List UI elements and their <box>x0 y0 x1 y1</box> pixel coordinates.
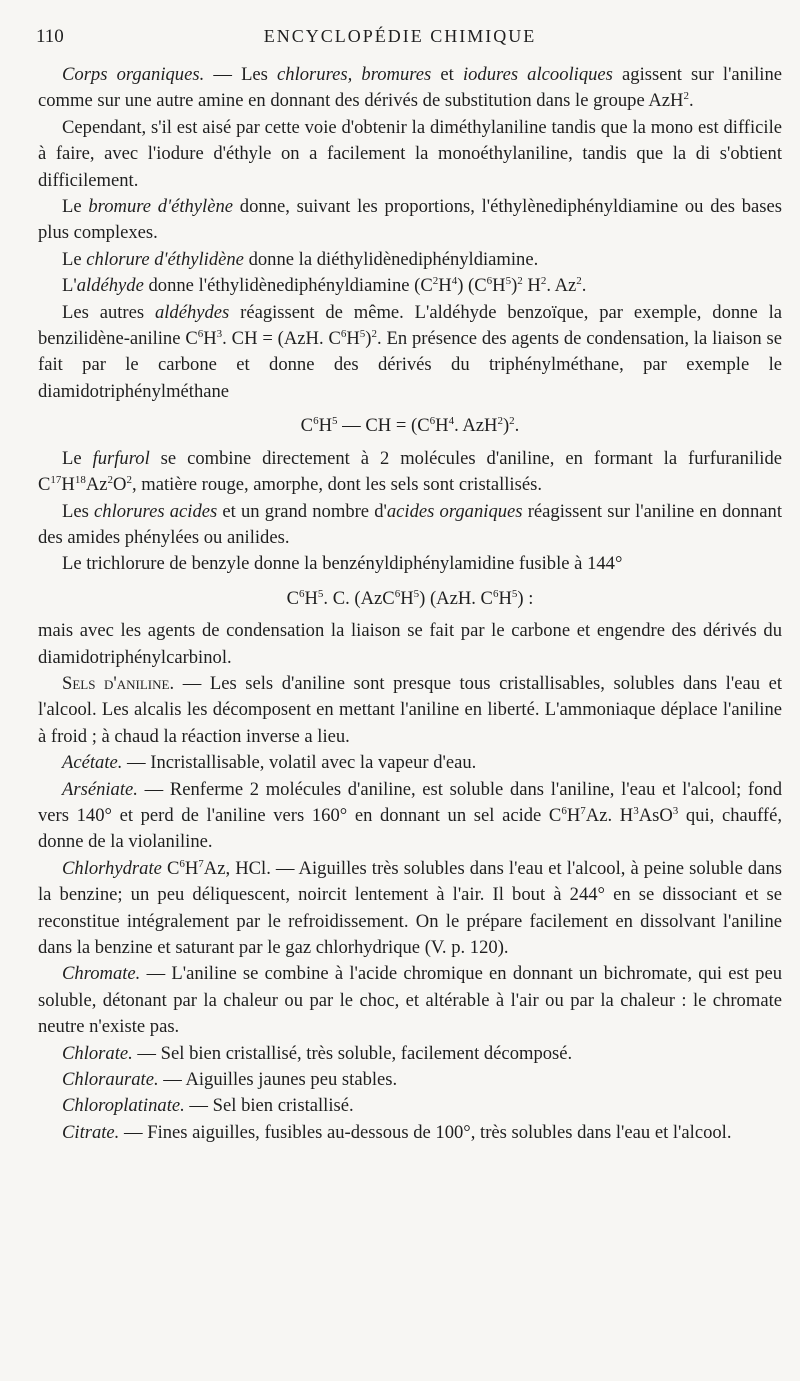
superscript: 7 <box>580 804 586 817</box>
text-run: . Az <box>546 275 577 297</box>
paragraph-chlorate <box>38 1041 782 1067</box>
text-run: ) <box>511 275 518 297</box>
formula-benzenyldiphenylamidine <box>38 586 782 612</box>
heading-chlorhydrate: Chlorhydrate <box>62 857 162 879</box>
paragraph-condensation: mais avec les agents de condensation la liaison se fait par le carbone et engendre des dérivés du diamidotriphénylcarbinol. <box>38 620 782 668</box>
text-run: donne la diéthylidènediphényldiamine. <box>243 248 539 270</box>
text-run: et un grand nombre d' <box>217 500 387 522</box>
superscript: 2 <box>576 275 582 288</box>
paragraph-benzyl-trichloride: Le trichlorure de benzyle donne la benzényldiphénylamidine fusible à 144° <box>62 553 623 575</box>
superscript: 2 <box>126 473 132 486</box>
superscript: 2 <box>107 473 114 486</box>
term-chlorure-ethylidene: chlorure d'éthylidène <box>86 248 244 270</box>
paragraph-acetate <box>38 750 782 776</box>
text-run: H <box>61 474 75 496</box>
text-run: Le <box>62 248 87 270</box>
term-chlorures-bromures: chlorures, bromures <box>277 64 432 85</box>
page-header <box>36 26 764 54</box>
superscript: 2 <box>517 275 523 288</box>
text-run: Le <box>62 196 89 218</box>
text-run: Les autres <box>62 301 155 323</box>
text-run: Az, HCl. — Aiguilles très solubles dans l'eau et l'alcool, à peine soluble dans la benzine; un peu déliquescent, noircit lentement à l'air. Il bout à 244° en se dissociant et se reconstitue intégralement par le refroidissement. On le prépare facilement en dissolvant l'aniline dans la benzine et saturant par le gaz chlorhydrique (V. p. 120). <box>38 857 782 958</box>
running-title: ENCYCLOPÉDIE CHIMIQUE <box>263 26 537 46</box>
text-run: . <box>581 275 587 297</box>
term-bromure-ethylene: bromure d'éthylène <box>88 196 234 218</box>
superscript: 5 <box>511 587 518 600</box>
term-furfurol: furfurol <box>92 447 150 469</box>
text-run: donne, suivant les proportions, l'éthylènediphényldiamine ou des bases plus complexes. <box>38 196 783 244</box>
text-run: . <box>514 415 520 437</box>
text-run: ) (C <box>457 275 487 297</box>
paragraph-citrate <box>38 1120 782 1146</box>
superscript: 17 <box>50 473 62 486</box>
paragraph-dimethylaniline: Cependant, s'il est aisé par cette voie d'obtenir la diméthylaniline tandis que la mono est difficile à faire, avec l'iodure d'éthyle on a facilement la monoéthylaniline, tandis que la di s'obtient difficilement. <box>38 116 782 191</box>
superscript: 5 <box>505 275 512 288</box>
superscript: 2 <box>540 275 547 288</box>
superscript: 6 <box>197 327 204 340</box>
text-run: réagissent de même. L'aldéhyde benzoïque, par exemple, donne la benzilidène-aniline C <box>38 301 782 350</box>
text-run: — CH = (C <box>337 415 430 437</box>
text-run: . CH = (AzH. C <box>222 328 341 350</box>
heading-citrate: Citrate. <box>62 1121 120 1143</box>
text-run: H <box>318 415 333 437</box>
superscript: 6 <box>179 857 185 870</box>
text-run: réagissent sur l'aniline en donnant des amides phénylées ou anilides. <box>38 500 782 548</box>
superscript: 6 <box>340 327 347 340</box>
text-run: — L'aniline se combine à l'acide chromique en donnant un bichromate, qui est peu soluble, détonant par la chaleur ou par le choc, et altérable à l'air ou par la chaleur : le chromate neutre n'existe pas. <box>38 963 782 1038</box>
text-run: ) <box>502 415 510 437</box>
text-run: . AzH <box>454 415 498 437</box>
text-run: qui, chauffé, donne de la violaniline. <box>38 804 783 853</box>
text-run: . C. (AzC <box>323 587 395 609</box>
superscript: 3 <box>633 804 639 817</box>
text-run: ) <box>365 328 372 350</box>
text-run: — Les sels d'aniline sont presque tous cristallisables, solubles dans l'eau et l'alcool. Les alcalis les décomposent en mettant l'aniline en liberté. L'ammoniaque déplace l'aniline à froid ; à chaud la réaction inverse a lieu. <box>38 672 782 747</box>
text-run: H <box>492 275 506 297</box>
text-run: ) : <box>517 587 534 609</box>
text-run: H <box>435 415 449 437</box>
heading-corps-organiques: Corps organiques. <box>62 64 205 85</box>
heading-sels-aniline: Sels d'aniline. <box>62 672 175 694</box>
superscript: 2 <box>371 327 377 340</box>
superscript: 2 <box>509 415 515 428</box>
superscript: 18 <box>74 473 86 486</box>
term-aldehyde: aldéhyde <box>76 275 144 297</box>
text-run: donne l'éthylidènediphényldiamine (C <box>143 275 433 297</box>
text-run: agissent sur l'aniline comme sur une autre amine en donnant des dérivés de substitution dans le groupe AzH <box>38 64 783 112</box>
heading-chromate: Chromate. <box>62 963 141 985</box>
superscript: 6 <box>561 804 567 817</box>
paragraph-chloroplatinate <box>38 1093 782 1119</box>
paragraph-ethylidene-chloride <box>38 247 782 273</box>
text-run: se combine directement à 2 molécules d'aniline, en formant la furfuranilide C <box>38 447 783 496</box>
paragraph-ethylene-bromide <box>38 194 782 247</box>
superscript: 3 <box>672 804 679 817</box>
text-run: et <box>431 64 463 85</box>
text-run: H <box>438 275 452 297</box>
term-iodures-alcooliques: iodures alcooliques <box>462 64 613 85</box>
superscript: 4 <box>448 415 455 428</box>
text-run: — Les <box>204 64 278 85</box>
text-run: H <box>346 328 360 350</box>
text-run: — Renferme 2 molécules d'aniline, est soluble dans l'aniline, l'eau et l'alcool; fond vers 140° et perd de l'aniline vers 160° en donnant un sel acide C <box>38 778 782 826</box>
superscript: 5 <box>413 587 420 600</box>
text-run: — Aiguilles jaunes peu stables. <box>158 1069 398 1091</box>
superscript: 6 <box>298 587 305 600</box>
text-run: H <box>522 275 541 297</box>
text-run: H <box>400 587 414 609</box>
text-run: — Sel bien cristallisé. <box>184 1095 354 1117</box>
superscript: 2 <box>683 90 689 103</box>
paragraph-acid-chlorides <box>38 499 782 552</box>
superscript: 6 <box>486 275 493 288</box>
paragraph-aniline-salts <box>38 671 782 750</box>
text-run: Az. H <box>585 804 634 826</box>
text-run: H <box>203 328 217 350</box>
superscript: 5 <box>359 327 366 340</box>
superscript: 5 <box>317 587 324 600</box>
paragraph-other-aldehydes <box>38 300 782 406</box>
superscript: 6 <box>492 587 499 600</box>
text-run: — Sel bien cristallisé, très soluble, facilement décomposé. <box>132 1042 573 1064</box>
text-run: AsO <box>638 804 673 826</box>
text-run: , matière rouge, amorphe, dont les sels sont cristallisés. <box>131 474 542 496</box>
text-run: H <box>498 587 512 609</box>
text-run: . En présence des agents de condensation, la liaison se fait par le carbone et donne des dérivés du triphénylméthane, par exemple le diamidotriphénylméthane <box>38 328 782 402</box>
text-run: — Fines aiguilles, fusibles au-dessous de 100°, très solubles dans l'eau et l'alcool. <box>119 1121 732 1143</box>
paragraph-chromate <box>38 961 782 1040</box>
text-run: C <box>300 415 314 437</box>
heading-chlorate: Chlorate. <box>62 1042 133 1064</box>
text-run: . <box>688 90 694 112</box>
superscript: 5 <box>332 415 338 428</box>
superscript: 3 <box>216 327 223 340</box>
body-text <box>38 62 782 1146</box>
superscript: 2 <box>432 275 439 288</box>
text-run: H <box>304 587 318 609</box>
term-acides-organiques: acides organiques <box>386 500 523 522</box>
text-run: — Incristallisable, volatil avec la vapeur d'eau. <box>122 752 477 774</box>
paragraph-organic-bodies <box>38 62 782 115</box>
superscript: 6 <box>394 587 401 600</box>
paragraph-chlorhydrate <box>38 856 782 962</box>
text-run: Az <box>85 474 108 496</box>
paragraph-furfurol <box>38 446 782 499</box>
text-run: L' <box>62 275 77 297</box>
paragraph-aldehyde <box>38 273 782 299</box>
text-run: C <box>161 857 180 879</box>
text-run: ) (AzH. C <box>419 587 493 609</box>
term-aldehydes: aldéhydes <box>154 301 230 323</box>
paragraph-chloraurate <box>38 1067 782 1093</box>
paragraph-arseniate <box>38 777 782 856</box>
heading-chloroplatinate: Chloroplatinate. <box>62 1095 185 1117</box>
text-run: Les <box>62 500 95 522</box>
superscript: 2 <box>497 415 503 428</box>
text-run: O <box>113 474 127 496</box>
text-run: H <box>566 804 581 826</box>
superscript: 6 <box>429 415 436 428</box>
term-chlorures-acides: chlorures acides <box>94 500 218 522</box>
text-run: Le <box>62 447 93 469</box>
formula-diamidotriphenylmethane <box>38 413 782 439</box>
superscript: 6 <box>313 415 319 428</box>
superscript: 4 <box>451 275 458 288</box>
text-run: C <box>286 587 299 609</box>
heading-acetate: Acétate. <box>62 752 123 774</box>
text-run: H <box>184 857 199 879</box>
superscript: 7 <box>198 857 204 870</box>
heading-arseniate: Arséniate. <box>62 778 138 800</box>
page-number: 110 <box>36 26 64 47</box>
heading-chloraurate: Chloraurate. <box>62 1069 159 1091</box>
